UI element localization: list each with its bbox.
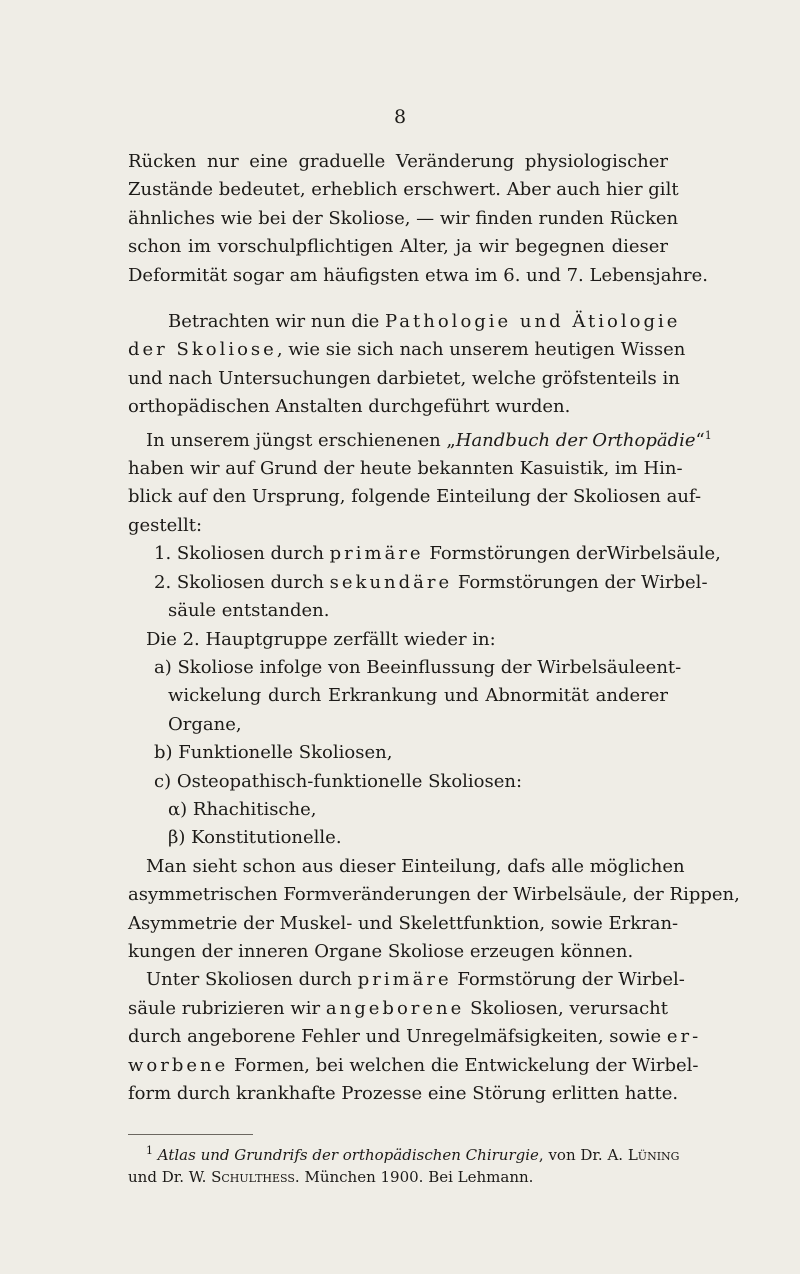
text-line: Organe, [168,713,242,735]
footnote-line [128,1166,668,1188]
text-run: durch angeborene Fehler und Unregelmäfsigkeiten, sowie [128,1026,667,1048]
footnote-marker: 1 [704,428,712,442]
text-line: asymmetrischen Formveränderungen der Wirbelsäule, der Rippen, [128,884,740,906]
text-run: säule rubrizieren wir [128,997,326,1019]
list-item [128,569,708,597]
text-line: wickelung durch Erkrankung und Abnormität anderer [168,685,668,707]
book-title: Handbuch der Orthopädie [455,429,696,451]
spaced-emphasis: angeborene [325,997,465,1019]
list-item: α) Rhachitische, [168,798,317,820]
text-line: kungen der inneren Organe Skoliose erzeugen können. [128,940,634,962]
text-run: 2. Skoliosen durch [154,571,330,593]
list-item [128,540,721,568]
text-line [128,1052,699,1080]
list-item: β) Konstitutionelle. [168,827,342,849]
text-run: Unter Skoliosen durch [146,969,358,991]
list-item: c) Osteopathisch-funktionelle Skoliosen: [154,770,523,792]
text-line: säule entstanden. [168,600,330,622]
text-line: und nach Untersuchungen darbietet, welche gröfstenteils in [128,367,680,389]
list-item: b) Funktionelle Skoliosen, [154,742,393,764]
author-name: Lüning [627,1146,680,1164]
spaced-emphasis: primäre [357,969,452,991]
text-line [128,336,686,364]
text-line: Asymmetrie der Muskel- und Skelettfunktion, sowie Erkran- [128,912,679,934]
text-line: orthopädischen Anstalten durchgeführt wurden. [128,396,571,418]
footnote [128,1140,680,1188]
text-line: Rücken nur eine graduelle Veränderung physiologischer [128,151,668,172]
footnote-title: Atlas und Grundrifs der orthopädischen Chirurgie [157,1146,539,1164]
text-line: haben wir auf Grund der heute bekannten Kasuistik, im Hin- [128,458,683,480]
spaced-emphasis: er- [666,1026,702,1048]
author-name: Schulthess [211,1168,295,1186]
text-run: Formstörungen derWirbelsäule, [423,543,721,565]
text-run: . München 1900. Bei Lehmann. [294,1168,534,1186]
text-line [128,995,668,1023]
text-line: Man sieht schon aus dieser Einteilung, dafs alle möglichen [146,855,685,877]
spaced-emphasis: Pathologie und Ätiologie [384,311,681,333]
text-run: Formstörung der Wirbel- [451,969,685,991]
text-run: , wie sie sich nach unserem heutigen Wissen [276,339,686,361]
text-line: gestellt: [128,514,203,536]
page-number: 8 [393,106,407,128]
spaced-emphasis: primäre [329,543,424,565]
text-line: form durch krankhafte Prozesse eine Störung erlitten hatte. [128,1083,679,1104]
text-line [128,308,681,336]
text-line: schon im vorschulpflichtigen Alter, ja wir begegnen dieser [128,236,668,258]
spaced-emphasis: worbene [128,1054,229,1076]
spaced-emphasis: der Skoliose [128,339,277,361]
text-line: Zustände bedeutet, erheblich erschwert. Aber auch hier gilt [128,179,679,201]
text-line [128,422,712,455]
text-line [128,1023,702,1051]
text-line: Deformität sogar am häufigsten etwa im 6. und 7. Lebensjahre. [128,264,708,286]
text-run: und Dr. W. [128,1168,212,1186]
footnote-line [128,1140,680,1166]
text-line: blick auf den Ursprung, folgende Einteilung der Skoliosen auf- [128,486,702,508]
text-run: , von Dr. A. [538,1146,628,1164]
footnote-divider [128,1134,253,1135]
text-run: 1. Skoliosen durch [154,543,330,565]
list-item: a) Skoliose infolge von Beeinflussung der Wirbelsäuleent- [154,656,682,678]
text-run: “ [695,429,705,451]
text-line [128,966,685,994]
text-run: Formen, bei welchen die Entwickelung der Wirbel- [228,1054,699,1076]
footnote-number: 1 [146,1144,153,1157]
text-run: In unserem jüngst erschienenen „ [146,429,456,451]
text-run: Formstörungen der Wirbel- [452,571,708,593]
text-run: Skoliosen, verursacht [464,997,668,1019]
spaced-emphasis: sekundäre [329,571,453,593]
body-text [128,148,740,1108]
text-run: Betrachten wir nun die [168,311,380,333]
text-line: Die 2. Hauptgruppe zerfällt wieder in: [146,628,496,650]
text-line: ähnliches wie bei der Skoliose, — wir finden runden Rücken [128,207,679,229]
